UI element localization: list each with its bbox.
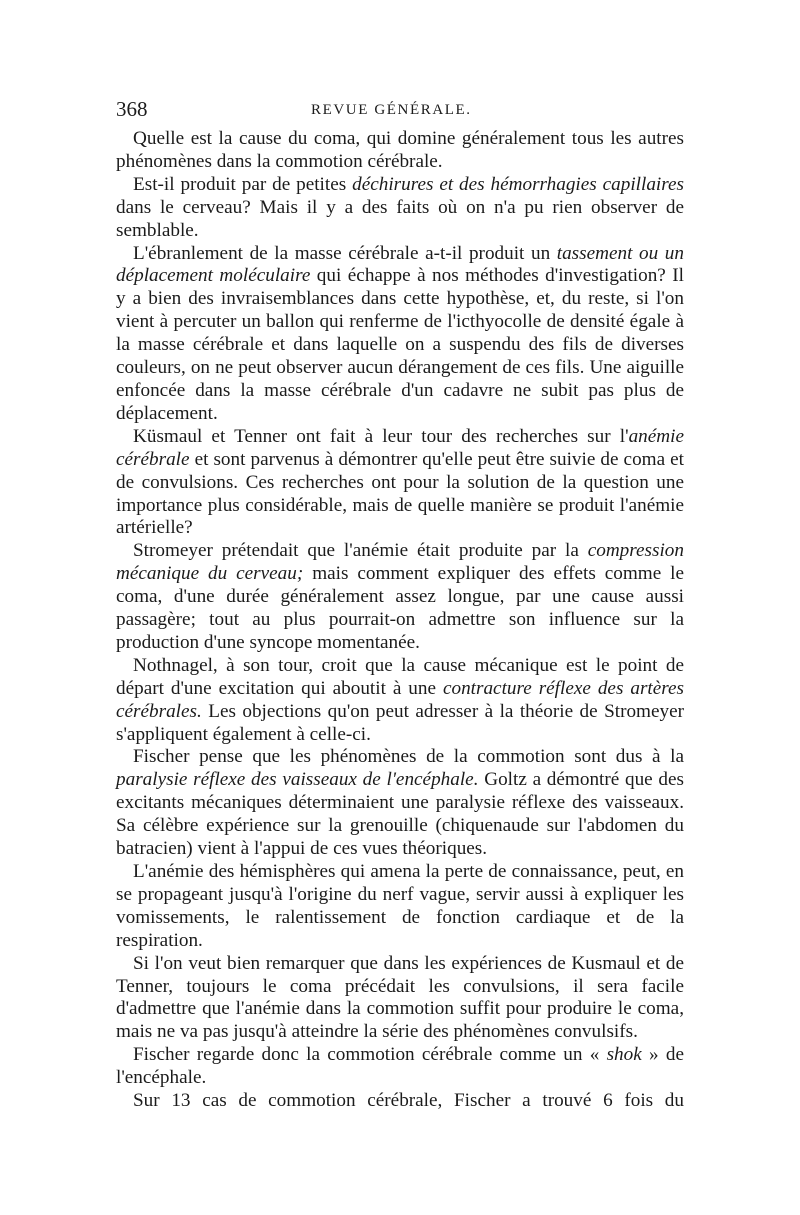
text-run: L'anémie des hémisphères qui amena la perte de connaissance, peut, en se propageant jusqu'à l'origine du nerf vague, servir aussi à expliquer les vomissements, le ralentissement de fonction cardiaque et de la respiration. — [116, 861, 684, 951]
italic-text-run: shok — [606, 1044, 642, 1066]
paragraph — [116, 128, 684, 174]
paragraph — [116, 174, 684, 243]
text-run: Sur 13 cas de commotion cérébrale, Fischer a trouvé 6 fois du — [133, 1090, 684, 1112]
paragraph — [116, 540, 684, 655]
running-title: REVUE GÉNÉRALE. — [311, 102, 472, 118]
text-run: Est-il produit par de petites — [133, 173, 353, 195]
page — [116, 94, 684, 1113]
text-run: qui échappe à nos méthodes d'investigation? Il y a bien des invraisemblances dans cette hypothèse, et, du reste, si l'on vient à percuter un ballon qui renferme de l'icthyocolle de densité égale à la masse cérébrale et dans laquelle on a suspendu des fils de diverses couleurs, on ne peut observer aucun dérangement de ces fils. Une aiguille enfoncée dans la masse cérébrale d'un cadavre ne subit pas plus de déplacement. — [116, 265, 685, 424]
italic-text-run: contracture réflexe des artères cérébrales. — [116, 677, 684, 722]
body-text — [116, 128, 684, 1113]
text-run: Küsmaul et Tenner ont fait à leur tour des recherches sur l' — [133, 425, 629, 447]
text-run: Fischer regarde donc la commotion cérébrale comme un « — [133, 1044, 607, 1066]
italic-text-run: compression mécanique du cerveau; — [116, 540, 684, 585]
italic-text-run: paralysie réflexe des vaisseaux de l'encéphale. — [116, 769, 479, 791]
italic-text-run: anémie cérébrale — [116, 425, 684, 470]
text-run: mais comment expliquer des effets comme le coma, d'une durée généralement assez longue, par une cause aussi passagère; tout au plus pourrait-on admettre son influence sur la production d'une syncope momentanée. — [116, 563, 684, 653]
paragraph — [116, 655, 684, 747]
paragraph — [116, 1044, 684, 1090]
text-run: Si l'on veut bien remarquer que dans les expériences de Kusmaul et de Tenner, toujours le coma précédait les convulsions, il sera facile d'admettre que l'anémie dans la commotion suffit pour produire le coma, mais ne va pas jusqu'à atteindre la série des phénomènes convulsifs. — [116, 952, 684, 1043]
paragraph — [116, 746, 684, 861]
text-run: dans le cerveau? Mais il y a des faits où on n'a pu rien observer de semblable. — [116, 196, 684, 241]
text-run: Stromeyer prétendait que l'anémie était produite par la — [133, 540, 588, 562]
text-run: Quelle est la cause du coma, qui domine généralement tous les autres phénomènes dans la commotion cérébrale. — [116, 128, 684, 172]
page-number: 368 — [116, 97, 148, 121]
paragraph — [116, 861, 684, 953]
text-run: Nothnagel, à son tour, croit que la cause mécanique est le point de départ d'une excitation qui aboutit à une — [116, 654, 684, 699]
paragraph — [116, 243, 684, 426]
paragraph — [116, 953, 684, 1045]
text-run: Les objections qu'on peut adresser à la théorie de Stromeyer s'appliquent également à celle-ci. — [116, 700, 684, 745]
text-run: Goltz a démontré que des excitants mécaniques déterminaient une paralysie réflexe des vaisseaux. Sa célèbre expérience sur la grenouille (chiquenaude sur l'abdomen du batracien) vient à l'appui de ces vues théoriques. — [116, 769, 684, 860]
text-run: Fischer pense que les phénomènes de la commotion sont dus à la — [133, 746, 684, 768]
running-head — [116, 94, 684, 124]
italic-text-run: tassement ou un déplacement moléculaire — [116, 242, 684, 287]
paragraph — [116, 1090, 684, 1113]
paragraph — [116, 426, 684, 541]
text-run: L'ébranlement de la masse cérébrale a-t-il produit un — [133, 242, 557, 264]
text-run: et sont parvenus à démontrer qu'elle peut être suivie de coma et de convulsions. Ces recherches ont pour la solution de la question une importance plus considérable, mais de quelle manière se produit l'anémie artérielle? — [116, 448, 684, 539]
italic-text-run: déchirures et des hémorrhagies capillaires — [352, 173, 684, 195]
text-run: » de l'encéphale. — [116, 1044, 684, 1089]
